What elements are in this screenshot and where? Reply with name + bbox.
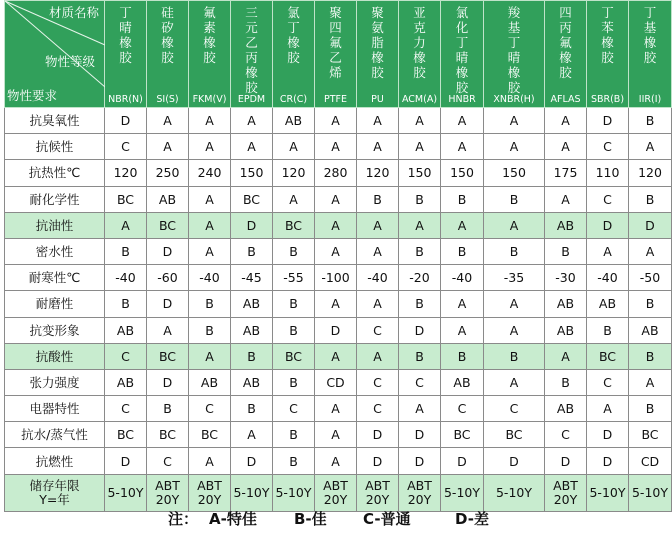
storage-cell: ABT 20Y — [147, 474, 189, 511]
material-name: 氯 丁 橡 胶 — [287, 5, 300, 65]
material-name: 聚 氨 脂 橡 胶 — [371, 5, 384, 80]
table-cell: BC — [273, 343, 315, 369]
table-cell: A — [441, 134, 484, 160]
table-cell: A — [484, 212, 545, 238]
table-cell: C — [399, 369, 441, 395]
table-cell: A — [231, 422, 273, 448]
table-cell: A — [441, 212, 484, 238]
table-cell: AB — [189, 369, 231, 395]
material-name: 丁 基 橡 胶 — [643, 5, 657, 65]
table-row — [5, 396, 672, 422]
table-cell: A — [315, 343, 357, 369]
table-cell: A — [315, 396, 357, 422]
storage-label-line1: 储存年限 — [29, 477, 80, 493]
material-name: 氯 化 丁 晴 橡 胶 — [455, 5, 469, 95]
table-cell: B — [629, 343, 672, 369]
table-cell: C — [545, 422, 587, 448]
material-name: 亚 克 力 橡 胶 — [413, 5, 426, 80]
corner-property-label: 物性要求 — [7, 88, 58, 103]
table-cell: AB — [231, 291, 273, 317]
material-name: 硅 矽 橡 胶 — [161, 5, 174, 65]
row-label: 张力强度 — [5, 369, 105, 395]
table-cell: 150 — [399, 160, 441, 186]
table-cell: BC — [105, 186, 147, 212]
row-label: 耐磨性 — [5, 291, 105, 317]
table-cell: 175 — [545, 160, 587, 186]
storage-cell: ABT 20Y — [357, 474, 399, 511]
table-cell: D — [357, 448, 399, 474]
table-cell: B — [441, 238, 484, 264]
table-cell: A — [629, 369, 672, 395]
rubber-properties-table-container — [4, 0, 668, 512]
table-cell: BC — [105, 422, 147, 448]
table-cell: 250 — [147, 160, 189, 186]
table-cell: -20 — [399, 265, 441, 291]
material-name: 四 丙 氟 橡 胶 — [559, 5, 572, 80]
table-cell: B — [273, 291, 315, 317]
table-cell: D — [231, 448, 273, 474]
row-label: 抗变形象 — [5, 317, 105, 343]
header-cell-nbr-n — [105, 1, 147, 108]
table-cell: D — [587, 448, 629, 474]
table-cell: -35 — [484, 265, 545, 291]
table-row — [5, 160, 672, 186]
table-cell: C — [147, 448, 189, 474]
header-cell-cr-c — [273, 1, 315, 108]
table-cell: B — [105, 291, 147, 317]
header-cell-aflas — [545, 1, 587, 108]
table-cell: CD — [629, 448, 672, 474]
row-label: 抗臭氧性 — [5, 108, 105, 134]
table-cell: B — [629, 108, 672, 134]
header-cell-acm-a — [399, 1, 441, 108]
row-label: 抗水/蒸气性 — [5, 422, 105, 448]
table-cell: B — [357, 186, 399, 212]
table-cell: AB — [147, 186, 189, 212]
table-row — [5, 265, 672, 291]
header-cell-fkm-v — [189, 1, 231, 108]
table-row — [5, 343, 672, 369]
table-cell: A — [189, 212, 231, 238]
material-code: PU — [371, 94, 384, 105]
table-cell: 150 — [231, 160, 273, 186]
table-cell: C — [189, 396, 231, 422]
table-cell: BC — [147, 212, 189, 238]
table-cell: D — [147, 369, 189, 395]
table-cell: A — [629, 238, 672, 264]
table-cell: C — [105, 396, 147, 422]
table-cell: AB — [545, 396, 587, 422]
header-cell-epdm — [231, 1, 273, 108]
table-cell: 120 — [105, 160, 147, 186]
table-cell: C — [105, 134, 147, 160]
material-code: SI(S) — [156, 94, 179, 105]
header-cell-si-s — [147, 1, 189, 108]
table-cell: 150 — [484, 160, 545, 186]
table-cell: B — [587, 317, 629, 343]
table-cell: A — [315, 108, 357, 134]
table-cell: A — [147, 108, 189, 134]
table-cell: -40 — [441, 265, 484, 291]
table-cell: D — [357, 422, 399, 448]
table-row — [5, 291, 672, 317]
table-cell: B — [231, 343, 273, 369]
table-cell: D — [399, 317, 441, 343]
table-cell: D — [231, 212, 273, 238]
table-cell: A — [189, 108, 231, 134]
material-code: SBR(B) — [590, 94, 625, 105]
row-label: 抗燃性 — [5, 448, 105, 474]
table-cell: BC — [147, 422, 189, 448]
header-cell-xnbr-h — [484, 1, 545, 108]
table-cell: -40 — [189, 265, 231, 291]
table-cell: A — [629, 134, 672, 160]
table-cell: A — [315, 422, 357, 448]
table-cell: A — [399, 396, 441, 422]
table-cell: A — [545, 186, 587, 212]
table-cell: 110 — [587, 160, 629, 186]
material-code: CR(C) — [279, 94, 308, 105]
table-row — [5, 108, 672, 134]
material-code: NBR(N) — [108, 94, 143, 105]
header-cell-iir-i — [629, 1, 672, 108]
table-cell: -40 — [587, 265, 629, 291]
legend-note-label: 注： — [168, 510, 199, 528]
table-cell: A — [315, 291, 357, 317]
storage-cell: ABT 20Y — [189, 474, 231, 511]
table-cell: -55 — [273, 265, 315, 291]
corner-grade-label: 物性等级 — [45, 54, 96, 69]
table-cell: A — [399, 108, 441, 134]
table-cell: A — [189, 238, 231, 264]
table-cell: D — [147, 291, 189, 317]
table-cell: D — [105, 448, 147, 474]
table-cell: AB — [545, 317, 587, 343]
row-label: 电器特性 — [5, 396, 105, 422]
row-label: 抗候性 — [5, 134, 105, 160]
table-cell: C — [105, 343, 147, 369]
table-cell: C — [357, 396, 399, 422]
table-cell: AB — [273, 108, 315, 134]
table-cell: A — [189, 186, 231, 212]
material-name: 羧 基 丁 晴 橡 胶 — [507, 5, 521, 95]
table-cell: A — [189, 448, 231, 474]
table-cell: -30 — [545, 265, 587, 291]
table-cell: -50 — [629, 265, 672, 291]
table-cell: BC — [273, 212, 315, 238]
table-cell: -45 — [231, 265, 273, 291]
table-cell: B — [545, 238, 587, 264]
table-cell: B — [629, 186, 672, 212]
table-cell: BC — [189, 422, 231, 448]
table-cell: B — [484, 238, 545, 264]
material-code: FKM(V) — [192, 94, 227, 105]
row-label: 抗酸性 — [5, 343, 105, 369]
table-row — [5, 317, 672, 343]
row-label: 耐化学性 — [5, 186, 105, 212]
storage-cell: 5-10Y — [629, 474, 672, 511]
row-label: 抗油性 — [5, 212, 105, 238]
rubber-properties-table — [4, 0, 672, 512]
table-cell: D — [399, 448, 441, 474]
table-cell: A — [484, 369, 545, 395]
table-cell: C — [484, 396, 545, 422]
table-cell: A — [545, 343, 587, 369]
row-label: 耐寒性℃ — [5, 265, 105, 291]
table-cell: BC — [441, 422, 484, 448]
table-cell: -40 — [357, 265, 399, 291]
table-cell: C — [587, 186, 629, 212]
table-cell: AB — [629, 317, 672, 343]
row-label: 抗热性℃ — [5, 160, 105, 186]
table-cell: -100 — [315, 265, 357, 291]
table-cell: C — [587, 369, 629, 395]
table-cell: AB — [545, 291, 587, 317]
table-row — [5, 422, 672, 448]
table-cell: A — [545, 108, 587, 134]
table-cell: B — [484, 343, 545, 369]
table-cell: A — [357, 238, 399, 264]
material-name: 氟 素 橡 胶 — [203, 5, 216, 65]
table-row — [5, 448, 672, 474]
table-cell: AB — [231, 369, 273, 395]
table-cell: B — [441, 343, 484, 369]
grade-legend — [0, 505, 655, 531]
table-cell: 280 — [315, 160, 357, 186]
table-cell: D — [147, 238, 189, 264]
table-cell: A — [105, 212, 147, 238]
table-cell: B — [273, 317, 315, 343]
storage-cell: ABT 20Y — [399, 474, 441, 511]
table-cell: A — [231, 108, 273, 134]
table-cell: AB — [105, 317, 147, 343]
table-cell: BC — [147, 343, 189, 369]
material-name: 丁 晴 橡 胶 — [119, 5, 132, 65]
table-cell: 120 — [629, 160, 672, 186]
header-row — [5, 1, 672, 108]
table-cell: D — [587, 422, 629, 448]
table-cell: A — [315, 238, 357, 264]
storage-cell: ABT 20Y — [545, 474, 587, 511]
table-cell: B — [273, 422, 315, 448]
table-cell: A — [484, 108, 545, 134]
table-cell: BC — [629, 422, 672, 448]
header-cell-hnbr — [441, 1, 484, 108]
table-cell: B — [231, 396, 273, 422]
table-cell: AB — [105, 369, 147, 395]
table-row — [5, 238, 672, 264]
table-row — [5, 212, 672, 238]
table-cell: D — [441, 448, 484, 474]
table-cell: D — [629, 212, 672, 238]
table-cell: -40 — [105, 265, 147, 291]
table-cell: A — [273, 134, 315, 160]
table-cell: D — [587, 212, 629, 238]
table-cell: B — [105, 238, 147, 264]
storage-cell: 5-10Y — [587, 474, 629, 511]
table-cell: A — [357, 108, 399, 134]
table-cell: A — [441, 291, 484, 317]
table-cell: B — [273, 238, 315, 264]
table-cell: A — [484, 317, 545, 343]
table-cell: D — [545, 448, 587, 474]
table-cell: B — [545, 369, 587, 395]
header-corner-cell — [5, 1, 105, 108]
table-cell: A — [587, 238, 629, 264]
table-cell: A — [399, 134, 441, 160]
table-cell: A — [231, 134, 273, 160]
table-cell: 240 — [189, 160, 231, 186]
table-cell: B — [484, 186, 545, 212]
table-cell: BC — [231, 186, 273, 212]
table-cell: A — [147, 317, 189, 343]
header-cell-ptfe — [315, 1, 357, 108]
table-cell: A — [484, 134, 545, 160]
table-cell: B — [399, 186, 441, 212]
material-name: 丁 苯 橡 胶 — [601, 5, 614, 65]
table-cell: D — [399, 422, 441, 448]
table-cell: A — [273, 186, 315, 212]
material-code: AFLAS — [550, 94, 581, 105]
legend-item-d: D-差 — [455, 510, 489, 528]
material-code: HNBR — [448, 94, 476, 105]
storage-cell: 5-10Y — [441, 474, 484, 511]
table-cell: A — [315, 134, 357, 160]
table-cell: B — [441, 186, 484, 212]
header-cell-sbr-b — [587, 1, 629, 108]
table-row — [5, 369, 672, 395]
header-cell-pu — [357, 1, 399, 108]
table-cell: B — [399, 291, 441, 317]
table-cell: B — [629, 396, 672, 422]
material-code: PTFE — [324, 94, 347, 105]
table-cell: C — [357, 317, 399, 343]
table-cell: D — [484, 448, 545, 474]
table-cell: 150 — [441, 160, 484, 186]
table-row — [5, 134, 672, 160]
table-cell: C — [441, 396, 484, 422]
table-cell: C — [357, 369, 399, 395]
table-cell: A — [315, 186, 357, 212]
storage-label-line2: Y=年 — [39, 491, 70, 507]
table-cell: D — [105, 108, 147, 134]
table-cell: A — [357, 212, 399, 238]
table-cell: CD — [315, 369, 357, 395]
table-cell: A — [357, 343, 399, 369]
table-cell: D — [315, 317, 357, 343]
table-cell: -60 — [147, 265, 189, 291]
table-cell: A — [441, 108, 484, 134]
table-cell: B — [273, 369, 315, 395]
table-cell: A — [587, 396, 629, 422]
table-cell: 120 — [273, 160, 315, 186]
table-cell: A — [357, 134, 399, 160]
storage-cell: 5-10Y — [273, 474, 315, 511]
material-code: XNBR(H) — [493, 94, 535, 105]
storage-cell: 5-10Y — [231, 474, 273, 511]
table-cell: B — [231, 238, 273, 264]
table-cell: B — [399, 238, 441, 264]
material-name: 三 元 乙 丙 橡 胶 — [245, 5, 258, 95]
table-cell: 120 — [357, 160, 399, 186]
table-cell: B — [189, 291, 231, 317]
table-cell: A — [189, 343, 231, 369]
table-cell: D — [587, 108, 629, 134]
table-cell: B — [147, 396, 189, 422]
table-cell: A — [545, 134, 587, 160]
storage-cell: 5-10Y — [484, 474, 545, 511]
table-cell: A — [147, 134, 189, 160]
table-cell: BC — [587, 343, 629, 369]
table-cell: B — [273, 448, 315, 474]
row-label: 密水性 — [5, 238, 105, 264]
material-code: ACM(A) — [401, 94, 438, 105]
storage-cell: 5-10Y — [105, 474, 147, 511]
legend-item-a: A-特佳 — [209, 510, 257, 528]
storage-cell: ABT 20Y — [315, 474, 357, 511]
material-code: EPDM — [237, 94, 266, 105]
table-cell: B — [399, 343, 441, 369]
material-code: IIR(I) — [638, 94, 662, 105]
legend-item-b: B-佳 — [294, 510, 327, 528]
table-cell: C — [587, 134, 629, 160]
table-cell: B — [189, 317, 231, 343]
corner-material-label: 材质名称 — [49, 5, 100, 20]
table-cell: A — [441, 317, 484, 343]
table-cell: A — [399, 212, 441, 238]
table-cell: B — [629, 291, 672, 317]
table-cell: C — [273, 396, 315, 422]
table-cell: BC — [484, 422, 545, 448]
table-cell: A — [315, 448, 357, 474]
table-row — [5, 186, 672, 212]
table-cell: A — [484, 291, 545, 317]
table-cell: AB — [587, 291, 629, 317]
material-name: 聚 四 氟 乙 烯 — [329, 5, 342, 80]
table-cell: AB — [231, 317, 273, 343]
legend-item-c: C-普通 — [363, 510, 411, 528]
table-cell: A — [315, 212, 357, 238]
table-cell: A — [357, 291, 399, 317]
table-cell: A — [189, 134, 231, 160]
table-cell: AB — [545, 212, 587, 238]
table-cell: AB — [441, 369, 484, 395]
